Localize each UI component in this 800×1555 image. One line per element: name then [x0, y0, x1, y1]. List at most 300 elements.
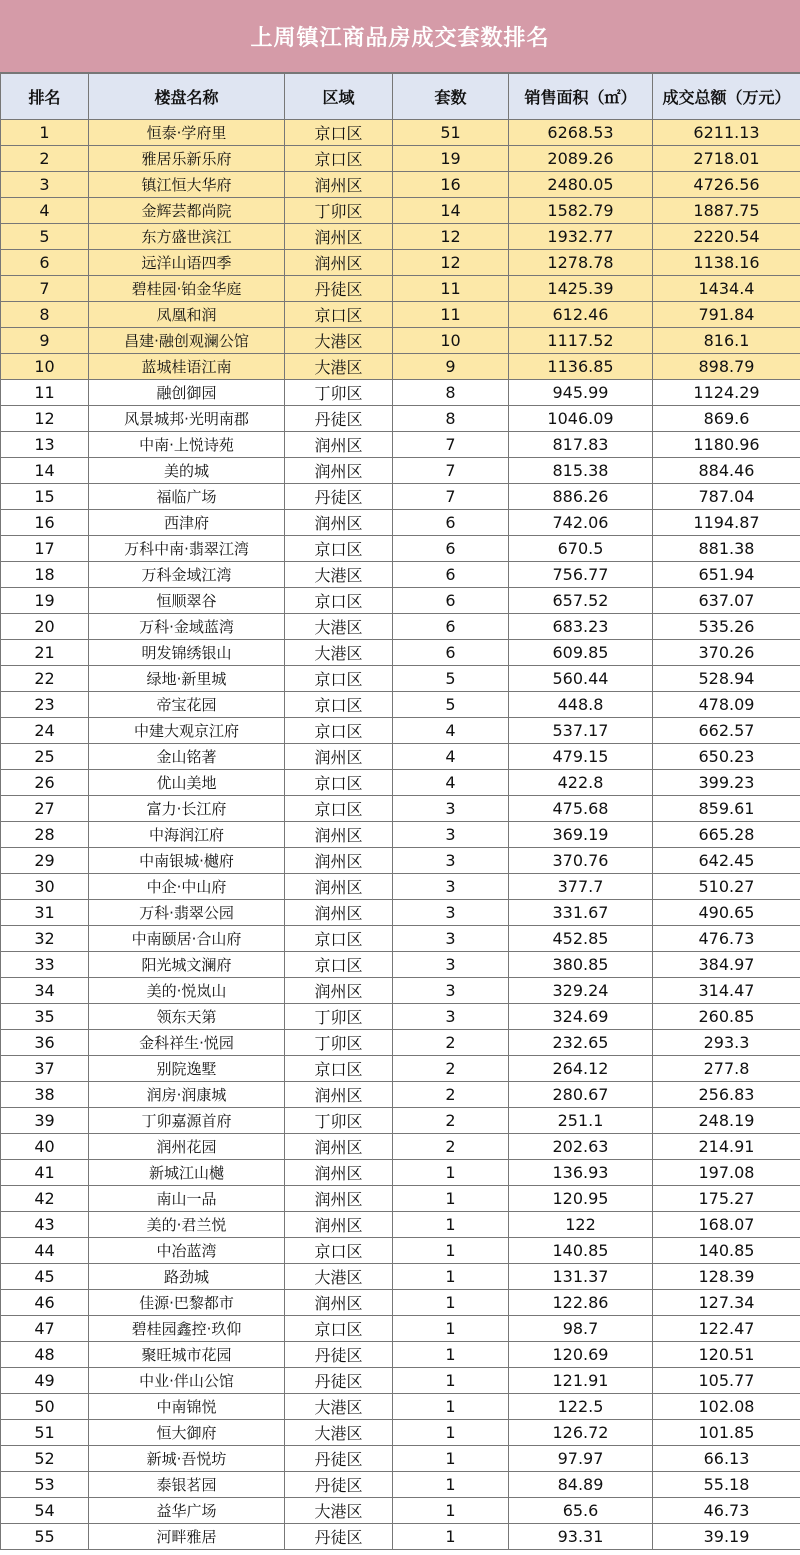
- units-cell: 12: [393, 250, 509, 276]
- area-cell: 475.68: [509, 796, 653, 822]
- project-name-cell: 万科·翡翠公园: [89, 900, 285, 926]
- district-cell: 京口区: [285, 718, 393, 744]
- units-cell: 2: [393, 1082, 509, 1108]
- district-cell: 丹徒区: [285, 1524, 393, 1550]
- units-cell: 1: [393, 1394, 509, 1420]
- amount-cell: 869.6: [653, 406, 800, 432]
- units-cell: 6: [393, 562, 509, 588]
- district-cell: 京口区: [285, 770, 393, 796]
- district-cell: 京口区: [285, 796, 393, 822]
- amount-cell: 127.34: [653, 1290, 800, 1316]
- units-cell: 5: [393, 666, 509, 692]
- rank-cell: 1: [1, 120, 89, 146]
- table-row: [1, 666, 800, 692]
- area-cell: 1932.77: [509, 224, 653, 250]
- rank-cell: 29: [1, 848, 89, 874]
- amount-cell: 662.57: [653, 718, 800, 744]
- table-row: [1, 1472, 800, 1498]
- amount-cell: 510.27: [653, 874, 800, 900]
- project-name-cell: 万科·金域蓝湾: [89, 614, 285, 640]
- units-cell: 1: [393, 1264, 509, 1290]
- header-units: 套数: [393, 74, 509, 120]
- district-cell: 丁卯区: [285, 1004, 393, 1030]
- units-cell: 3: [393, 978, 509, 1004]
- units-cell: 5: [393, 692, 509, 718]
- area-cell: 452.85: [509, 926, 653, 952]
- area-cell: 280.67: [509, 1082, 653, 1108]
- project-name-cell: 明发锦绣银山: [89, 640, 285, 666]
- amount-cell: 478.09: [653, 692, 800, 718]
- district-cell: 京口区: [285, 666, 393, 692]
- rank-cell: 43: [1, 1212, 89, 1238]
- district-cell: 京口区: [285, 588, 393, 614]
- amount-cell: 101.85: [653, 1420, 800, 1446]
- rank-cell: 31: [1, 900, 89, 926]
- project-name-cell: 风景城邦·光明南郡: [89, 406, 285, 432]
- area-cell: 945.99: [509, 380, 653, 406]
- project-name-cell: 美的城: [89, 458, 285, 484]
- amount-cell: 651.94: [653, 562, 800, 588]
- project-name-cell: 领东天第: [89, 1004, 285, 1030]
- project-name-cell: 中冶蓝湾: [89, 1238, 285, 1264]
- units-cell: 3: [393, 874, 509, 900]
- table-row: [1, 146, 800, 172]
- area-cell: 98.7: [509, 1316, 653, 1342]
- area-cell: 93.31: [509, 1524, 653, 1550]
- district-cell: 大港区: [285, 1394, 393, 1420]
- rank-cell: 46: [1, 1290, 89, 1316]
- units-cell: 7: [393, 484, 509, 510]
- units-cell: 3: [393, 848, 509, 874]
- project-name-cell: 润州花园: [89, 1134, 285, 1160]
- project-name-cell: 凤凰和润: [89, 302, 285, 328]
- district-cell: 丹徒区: [285, 1472, 393, 1498]
- amount-cell: 214.91: [653, 1134, 800, 1160]
- units-cell: 51: [393, 120, 509, 146]
- rank-cell: 53: [1, 1472, 89, 1498]
- amount-cell: 650.23: [653, 744, 800, 770]
- table-row: [1, 770, 800, 796]
- amount-cell: 642.45: [653, 848, 800, 874]
- area-cell: 331.67: [509, 900, 653, 926]
- table-row: [1, 224, 800, 250]
- amount-cell: 197.08: [653, 1160, 800, 1186]
- project-name-cell: 佳源·巴黎都市: [89, 1290, 285, 1316]
- table-row: [1, 1134, 800, 1160]
- table-row: [1, 614, 800, 640]
- project-name-cell: 蓝城桂语江南: [89, 354, 285, 380]
- rank-cell: 28: [1, 822, 89, 848]
- project-name-cell: 碧桂园·铂金华庭: [89, 276, 285, 302]
- area-cell: 65.6: [509, 1498, 653, 1524]
- units-cell: 11: [393, 276, 509, 302]
- units-cell: 4: [393, 770, 509, 796]
- units-cell: 1: [393, 1342, 509, 1368]
- area-cell: 251.1: [509, 1108, 653, 1134]
- district-cell: 润州区: [285, 250, 393, 276]
- area-cell: 131.37: [509, 1264, 653, 1290]
- project-name-cell: 新城·吾悦坊: [89, 1446, 285, 1472]
- amount-cell: 260.85: [653, 1004, 800, 1030]
- table-row: [1, 198, 800, 224]
- amount-cell: 816.1: [653, 328, 800, 354]
- units-cell: 8: [393, 406, 509, 432]
- rank-cell: 6: [1, 250, 89, 276]
- district-cell: 丁卯区: [285, 198, 393, 224]
- project-name-cell: 恒大御府: [89, 1420, 285, 1446]
- units-cell: 1: [393, 1212, 509, 1238]
- project-name-cell: 中南颐居·合山府: [89, 926, 285, 952]
- units-cell: 3: [393, 900, 509, 926]
- district-cell: 丹徒区: [285, 484, 393, 510]
- project-name-cell: 阳光城文澜府: [89, 952, 285, 978]
- units-cell: 9: [393, 354, 509, 380]
- project-name-cell: 远洋山语四季: [89, 250, 285, 276]
- project-name-cell: 金山铭著: [89, 744, 285, 770]
- amount-cell: 1180.96: [653, 432, 800, 458]
- amount-cell: 1194.87: [653, 510, 800, 536]
- rank-cell: 19: [1, 588, 89, 614]
- amount-cell: 55.18: [653, 1472, 800, 1498]
- area-cell: 657.52: [509, 588, 653, 614]
- district-cell: 京口区: [285, 1316, 393, 1342]
- area-cell: 264.12: [509, 1056, 653, 1082]
- table-row: [1, 1004, 800, 1030]
- area-cell: 1582.79: [509, 198, 653, 224]
- rank-cell: 37: [1, 1056, 89, 1082]
- district-cell: 大港区: [285, 562, 393, 588]
- table-row: [1, 588, 800, 614]
- header-rank: 排名: [1, 74, 89, 120]
- table-row: [1, 354, 800, 380]
- area-cell: 122: [509, 1212, 653, 1238]
- district-cell: 润州区: [285, 1134, 393, 1160]
- amount-cell: 665.28: [653, 822, 800, 848]
- amount-cell: 128.39: [653, 1264, 800, 1290]
- amount-cell: 277.8: [653, 1056, 800, 1082]
- rank-cell: 25: [1, 744, 89, 770]
- amount-cell: 102.08: [653, 1394, 800, 1420]
- project-name-cell: 恒泰·学府里: [89, 120, 285, 146]
- table-row: [1, 1108, 800, 1134]
- units-cell: 11: [393, 302, 509, 328]
- table-row: [1, 1342, 800, 1368]
- units-cell: 3: [393, 926, 509, 952]
- units-cell: 3: [393, 1004, 509, 1030]
- table-row: [1, 1290, 800, 1316]
- units-cell: 1: [393, 1160, 509, 1186]
- table-row: [1, 874, 800, 900]
- district-cell: 大港区: [285, 1264, 393, 1290]
- area-cell: 479.15: [509, 744, 653, 770]
- project-name-cell: 恒顺翠谷: [89, 588, 285, 614]
- units-cell: 6: [393, 614, 509, 640]
- project-name-cell: 河畔雅居: [89, 1524, 285, 1550]
- area-cell: 120.69: [509, 1342, 653, 1368]
- table-row: [1, 900, 800, 926]
- units-cell: 6: [393, 588, 509, 614]
- area-cell: 1425.39: [509, 276, 653, 302]
- header-area: 销售面积（㎡）: [509, 74, 653, 120]
- units-cell: 1: [393, 1368, 509, 1394]
- units-cell: 4: [393, 718, 509, 744]
- amount-cell: 105.77: [653, 1368, 800, 1394]
- district-cell: 京口区: [285, 692, 393, 718]
- table-row: [1, 1420, 800, 1446]
- district-cell: 大港区: [285, 614, 393, 640]
- district-cell: 大港区: [285, 328, 393, 354]
- table-row: [1, 1030, 800, 1056]
- district-cell: 润州区: [285, 1186, 393, 1212]
- amount-cell: 293.3: [653, 1030, 800, 1056]
- amount-cell: 140.85: [653, 1238, 800, 1264]
- amount-cell: 2220.54: [653, 224, 800, 250]
- rank-cell: 5: [1, 224, 89, 250]
- area-cell: 369.19: [509, 822, 653, 848]
- table-row: [1, 406, 800, 432]
- rank-cell: 41: [1, 1160, 89, 1186]
- project-name-cell: 中南银城·樾府: [89, 848, 285, 874]
- rank-cell: 42: [1, 1186, 89, 1212]
- district-cell: 大港区: [285, 354, 393, 380]
- rank-cell: 50: [1, 1394, 89, 1420]
- district-cell: 润州区: [285, 458, 393, 484]
- amount-cell: 46.73: [653, 1498, 800, 1524]
- table-row: [1, 1524, 800, 1550]
- table-row: [1, 1056, 800, 1082]
- project-name-cell: 融创御园: [89, 380, 285, 406]
- district-cell: 丁卯区: [285, 1030, 393, 1056]
- area-cell: 370.76: [509, 848, 653, 874]
- project-name-cell: 中南·上悦诗苑: [89, 432, 285, 458]
- table-row: [1, 1160, 800, 1186]
- project-name-cell: 南山一品: [89, 1186, 285, 1212]
- table-row: [1, 120, 800, 146]
- project-name-cell: 中企·中山府: [89, 874, 285, 900]
- project-name-cell: 美的·悦岚山: [89, 978, 285, 1004]
- rank-cell: 10: [1, 354, 89, 380]
- amount-cell: 1434.4: [653, 276, 800, 302]
- table-row: [1, 172, 800, 198]
- units-cell: 7: [393, 432, 509, 458]
- header-district: 区域: [285, 74, 393, 120]
- district-cell: 润州区: [285, 744, 393, 770]
- rank-cell: 22: [1, 666, 89, 692]
- amount-cell: 1138.16: [653, 250, 800, 276]
- area-cell: 683.23: [509, 614, 653, 640]
- table-body: [1, 120, 800, 1550]
- area-cell: 422.8: [509, 770, 653, 796]
- units-cell: 6: [393, 640, 509, 666]
- rank-cell: 23: [1, 692, 89, 718]
- units-cell: 14: [393, 198, 509, 224]
- district-cell: 润州区: [285, 848, 393, 874]
- amount-cell: 314.47: [653, 978, 800, 1004]
- units-cell: 7: [393, 458, 509, 484]
- amount-cell: 476.73: [653, 926, 800, 952]
- project-name-cell: 泰银茗园: [89, 1472, 285, 1498]
- area-cell: 2089.26: [509, 146, 653, 172]
- area-cell: 377.7: [509, 874, 653, 900]
- amount-cell: 39.19: [653, 1524, 800, 1550]
- rank-cell: 21: [1, 640, 89, 666]
- project-name-cell: 益华广场: [89, 1498, 285, 1524]
- units-cell: 1: [393, 1186, 509, 1212]
- district-cell: 京口区: [285, 1238, 393, 1264]
- table-row: [1, 1082, 800, 1108]
- project-name-cell: 聚旺城市花园: [89, 1342, 285, 1368]
- amount-cell: 122.47: [653, 1316, 800, 1342]
- area-cell: 886.26: [509, 484, 653, 510]
- area-cell: 202.63: [509, 1134, 653, 1160]
- table-row: [1, 484, 800, 510]
- table-row: [1, 1264, 800, 1290]
- district-cell: 大港区: [285, 640, 393, 666]
- project-name-cell: 镇江恒大华府: [89, 172, 285, 198]
- table-row: [1, 796, 800, 822]
- area-cell: 97.97: [509, 1446, 653, 1472]
- area-cell: 329.24: [509, 978, 653, 1004]
- rank-cell: 52: [1, 1446, 89, 1472]
- area-cell: 121.91: [509, 1368, 653, 1394]
- units-cell: 2: [393, 1134, 509, 1160]
- project-name-cell: 万科金域江湾: [89, 562, 285, 588]
- area-cell: 84.89: [509, 1472, 653, 1498]
- district-cell: 大港区: [285, 1498, 393, 1524]
- table-row: [1, 926, 800, 952]
- area-cell: 448.8: [509, 692, 653, 718]
- units-cell: 3: [393, 796, 509, 822]
- project-name-cell: 金辉芸都尚院: [89, 198, 285, 224]
- project-name-cell: 路劲城: [89, 1264, 285, 1290]
- rank-cell: 7: [1, 276, 89, 302]
- district-cell: 丁卯区: [285, 1108, 393, 1134]
- rank-cell: 45: [1, 1264, 89, 1290]
- area-cell: 6268.53: [509, 120, 653, 146]
- amount-cell: 256.83: [653, 1082, 800, 1108]
- project-name-cell: 碧桂园鑫控·玖仰: [89, 1316, 285, 1342]
- table-row: [1, 432, 800, 458]
- district-cell: 润州区: [285, 1160, 393, 1186]
- district-cell: 润州区: [285, 1082, 393, 1108]
- amount-cell: 1124.29: [653, 380, 800, 406]
- units-cell: 1: [393, 1524, 509, 1550]
- rank-cell: 27: [1, 796, 89, 822]
- table-header-row: [1, 74, 800, 120]
- table-row: [1, 1316, 800, 1342]
- amount-cell: 370.26: [653, 640, 800, 666]
- rank-cell: 30: [1, 874, 89, 900]
- amount-cell: 168.07: [653, 1212, 800, 1238]
- district-cell: 润州区: [285, 978, 393, 1004]
- table-row: [1, 1446, 800, 1472]
- rank-cell: 3: [1, 172, 89, 198]
- area-cell: 122.5: [509, 1394, 653, 1420]
- rank-cell: 47: [1, 1316, 89, 1342]
- area-cell: 612.46: [509, 302, 653, 328]
- table-row: [1, 952, 800, 978]
- units-cell: 19: [393, 146, 509, 172]
- area-cell: 126.72: [509, 1420, 653, 1446]
- rank-cell: 4: [1, 198, 89, 224]
- units-cell: 16: [393, 172, 509, 198]
- units-cell: 8: [393, 380, 509, 406]
- amount-cell: 6211.13: [653, 120, 800, 146]
- area-cell: 232.65: [509, 1030, 653, 1056]
- amount-cell: 66.13: [653, 1446, 800, 1472]
- rank-cell: 17: [1, 536, 89, 562]
- rank-cell: 15: [1, 484, 89, 510]
- project-name-cell: 新城江山樾: [89, 1160, 285, 1186]
- units-cell: 2: [393, 1030, 509, 1056]
- units-cell: 2: [393, 1056, 509, 1082]
- district-cell: 京口区: [285, 536, 393, 562]
- units-cell: 10: [393, 328, 509, 354]
- units-cell: 1: [393, 1446, 509, 1472]
- rank-cell: 54: [1, 1498, 89, 1524]
- rank-cell: 55: [1, 1524, 89, 1550]
- district-cell: 润州区: [285, 432, 393, 458]
- project-name-cell: 雅居乐新乐府: [89, 146, 285, 172]
- area-cell: 756.77: [509, 562, 653, 588]
- rank-cell: 13: [1, 432, 89, 458]
- table-row: [1, 640, 800, 666]
- project-name-cell: 绿地·新里城: [89, 666, 285, 692]
- table-row: [1, 692, 800, 718]
- table-row: [1, 536, 800, 562]
- rank-cell: 35: [1, 1004, 89, 1030]
- district-cell: 丹徒区: [285, 406, 393, 432]
- page-title: 上周镇江商品房成交套数排名: [0, 0, 800, 73]
- area-cell: 324.69: [509, 1004, 653, 1030]
- rank-cell: 33: [1, 952, 89, 978]
- amount-cell: 175.27: [653, 1186, 800, 1212]
- table-row: [1, 1368, 800, 1394]
- units-cell: 3: [393, 952, 509, 978]
- amount-cell: 528.94: [653, 666, 800, 692]
- amount-cell: 535.26: [653, 614, 800, 640]
- table-row: [1, 250, 800, 276]
- rank-cell: 48: [1, 1342, 89, 1368]
- amount-cell: 859.61: [653, 796, 800, 822]
- project-name-cell: 东方盛世滨江: [89, 224, 285, 250]
- project-name-cell: 润房·润康城: [89, 1082, 285, 1108]
- district-cell: 大港区: [285, 1420, 393, 1446]
- amount-cell: 884.46: [653, 458, 800, 484]
- rank-cell: 2: [1, 146, 89, 172]
- table-row: [1, 302, 800, 328]
- rank-cell: 18: [1, 562, 89, 588]
- table-row: [1, 718, 800, 744]
- units-cell: 1: [393, 1420, 509, 1446]
- district-cell: 润州区: [285, 1290, 393, 1316]
- units-cell: 1: [393, 1316, 509, 1342]
- table-row: [1, 1212, 800, 1238]
- area-cell: 742.06: [509, 510, 653, 536]
- district-cell: 丹徒区: [285, 1446, 393, 1472]
- area-cell: 1117.52: [509, 328, 653, 354]
- table-row: [1, 380, 800, 406]
- amount-cell: 399.23: [653, 770, 800, 796]
- amount-cell: 2718.01: [653, 146, 800, 172]
- table-row: [1, 328, 800, 354]
- project-name-cell: 金科祥生·悦园: [89, 1030, 285, 1056]
- amount-cell: 881.38: [653, 536, 800, 562]
- rank-cell: 11: [1, 380, 89, 406]
- amount-cell: 120.51: [653, 1342, 800, 1368]
- rank-cell: 9: [1, 328, 89, 354]
- units-cell: 1: [393, 1498, 509, 1524]
